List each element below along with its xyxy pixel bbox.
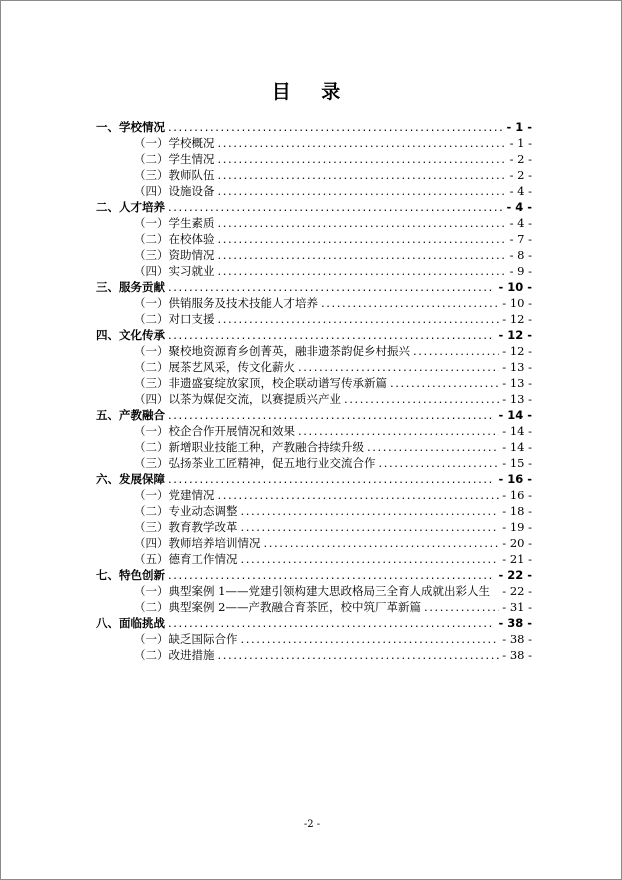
toc-subsection-entry[interactable] bbox=[96, 631, 536, 647]
toc-subsection-entry[interactable] bbox=[96, 535, 536, 551]
toc-section-entry[interactable] bbox=[96, 471, 536, 487]
toc-entry-label: （三）弘扬茶业工匠精神，促五地行业交流合作 bbox=[134, 456, 376, 470]
toc-page-number: - 2 - bbox=[509, 168, 532, 182]
toc-entry-label: 八、面临挑战 bbox=[96, 616, 165, 630]
toc-entry-label: （四）教师培养培训情况 bbox=[134, 536, 261, 550]
toc-page-number: - 22 - bbox=[502, 584, 532, 598]
toc-subsection-entry[interactable] bbox=[96, 647, 536, 663]
toc-entry-label: （二）在校体验 bbox=[134, 232, 215, 246]
toc-entry-label: 二、人才培养 bbox=[96, 200, 165, 214]
toc-page-number: - 22 - bbox=[498, 568, 532, 582]
toc-section-entry[interactable] bbox=[96, 567, 536, 583]
toc-entry-label: 五、产教融合 bbox=[96, 408, 165, 422]
toc-entry-label: （二）典型案例 2——产教融合育茶匠，校中筑厂革新篇 bbox=[134, 600, 421, 614]
toc-leader-dots bbox=[367, 439, 499, 455]
toc-page-number: - 13 - bbox=[502, 392, 532, 406]
toc-subsection-entry[interactable] bbox=[96, 439, 536, 455]
toc-subsection-entry[interactable] bbox=[96, 295, 536, 311]
toc-subsection-entry[interactable] bbox=[96, 263, 536, 279]
toc-subsection-entry[interactable] bbox=[96, 391, 536, 407]
toc-section-entry[interactable] bbox=[96, 407, 536, 423]
toc-page-number: - 2 - bbox=[509, 152, 532, 166]
toc-leader-dots bbox=[218, 135, 507, 151]
toc-section-entry[interactable] bbox=[96, 615, 536, 631]
page-number-footer: -2 - bbox=[303, 819, 321, 830]
toc-leader-dots bbox=[241, 551, 500, 567]
toc-subsection-entry[interactable] bbox=[96, 311, 536, 327]
toc-leader-dots bbox=[218, 487, 500, 503]
toc-page-number: - 4 - bbox=[509, 184, 532, 198]
toc-leader-dots bbox=[168, 279, 495, 295]
toc-subsection-entry[interactable] bbox=[96, 423, 536, 439]
toc-page-number: - 4 - bbox=[506, 200, 532, 214]
toc-subsection-entry[interactable] bbox=[96, 455, 536, 471]
toc-entry-label: （一）供销服务及技术技能人才培养 bbox=[134, 296, 318, 310]
toc-page-number: - 38 - bbox=[498, 616, 532, 630]
toc-subsection-entry[interactable] bbox=[96, 551, 536, 567]
toc-subsection-entry[interactable] bbox=[96, 583, 536, 599]
toc-entry-label: （二）新增职业技能工种，产教融合持续升级 bbox=[134, 440, 364, 454]
toc-leader-dots bbox=[264, 535, 500, 551]
toc-page-number: - 1 - bbox=[506, 120, 532, 134]
toc-leader-dots bbox=[298, 423, 499, 439]
toc-entry-label: （三）教育教学改革 bbox=[134, 520, 238, 534]
toc-leader-dots bbox=[218, 183, 507, 199]
toc-page-number: - 13 - bbox=[502, 376, 532, 390]
toc-page-number: - 1 - bbox=[509, 136, 532, 150]
toc-leader-dots bbox=[168, 567, 495, 583]
toc-entry-label: 七、特色创新 bbox=[96, 568, 165, 582]
toc-leader-dots bbox=[218, 167, 507, 183]
toc-page-number: - 15 - bbox=[502, 456, 532, 470]
toc-page-number: - 16 - bbox=[502, 488, 532, 502]
toc-subsection-entry[interactable] bbox=[96, 343, 536, 359]
toc-page-number: - 19 - bbox=[502, 520, 532, 534]
toc-section-entry[interactable] bbox=[96, 119, 536, 135]
toc-leader-dots bbox=[218, 231, 507, 247]
toc-leader-dots bbox=[218, 647, 500, 663]
toc-page-number: - 12 - bbox=[498, 328, 532, 342]
toc-entry-label: （三）教师队伍 bbox=[134, 168, 215, 182]
toc-page-number: - 7 - bbox=[509, 232, 532, 246]
toc-leader-dots bbox=[379, 455, 500, 471]
toc-leader-dots bbox=[218, 311, 500, 327]
toc-subsection-entry[interactable] bbox=[96, 487, 536, 503]
toc-page-number: - 10 - bbox=[502, 296, 532, 310]
toc-page-number: - 9 - bbox=[509, 264, 532, 278]
toc-subsection-entry[interactable] bbox=[96, 215, 536, 231]
toc-entry-label: （一）典型案例 1——党建引领构建大思政格局三全育人成就出彩人生 bbox=[134, 584, 490, 598]
toc-leader-dots bbox=[218, 247, 507, 263]
toc-leader-dots bbox=[168, 615, 495, 631]
toc-leader-dots bbox=[298, 359, 499, 375]
toc-leader-dots bbox=[241, 503, 500, 519]
toc-leader-dots bbox=[168, 199, 503, 215]
toc-entry-label: （二）展茶艺风采，传文化薪火 bbox=[134, 360, 295, 374]
toc-subsection-entry[interactable] bbox=[96, 231, 536, 247]
toc-entry-label: （二）对口支援 bbox=[134, 312, 215, 326]
toc-entry-label: （一）学生素质 bbox=[134, 216, 215, 230]
toc-entry-label: （四）设施设备 bbox=[134, 184, 215, 198]
toc-leader-dots bbox=[344, 391, 499, 407]
toc-subsection-entry[interactable] bbox=[96, 151, 536, 167]
toc-leader-dots bbox=[241, 631, 500, 647]
toc-leader-dots bbox=[241, 519, 500, 535]
toc-page-number: - 12 - bbox=[502, 312, 532, 326]
toc-subsection-entry[interactable] bbox=[96, 183, 536, 199]
toc-leader-dots bbox=[413, 343, 499, 359]
toc-page-number: - 4 - bbox=[509, 216, 532, 230]
toc-entry-label: （一）党建情况 bbox=[134, 488, 215, 502]
toc-leader-dots bbox=[168, 471, 495, 487]
toc-entry-label: （一）缺乏国际合作 bbox=[134, 632, 238, 646]
toc-page-number: - 12 - bbox=[502, 344, 532, 358]
toc-subsection-entry[interactable] bbox=[96, 599, 536, 615]
toc-subsection-entry[interactable] bbox=[96, 503, 536, 519]
toc-entry-label: （一）校企合作开展情况和效果 bbox=[134, 424, 295, 438]
toc-page-number: - 8 - bbox=[509, 248, 532, 262]
toc-page-number: - 21 - bbox=[502, 552, 532, 566]
toc-subsection-entry[interactable] bbox=[96, 359, 536, 375]
toc-section-entry[interactable] bbox=[96, 327, 536, 343]
toc-page-number: - 38 - bbox=[502, 648, 532, 662]
toc-entry-label: 一、学校情况 bbox=[96, 120, 165, 134]
toc-entry-label: 三、服务贡献 bbox=[96, 280, 165, 294]
toc-section-entry[interactable] bbox=[96, 199, 536, 215]
toc-page-number: - 38 - bbox=[502, 632, 532, 646]
toc-entry-label: （五）德育工作情况 bbox=[134, 552, 238, 566]
toc-page-number: - 31 - bbox=[502, 600, 532, 614]
toc-subsection-entry[interactable] bbox=[96, 247, 536, 263]
toc-leader-dots bbox=[168, 407, 495, 423]
toc-page-number: - 20 - bbox=[502, 536, 532, 550]
toc-leader-dots bbox=[168, 119, 503, 135]
toc-page-number: - 14 - bbox=[498, 408, 532, 422]
toc-page-number: - 14 - bbox=[502, 424, 532, 438]
toc-entry-label: （四）实习就业 bbox=[134, 264, 215, 278]
toc-entry-label: （二）专业动态调整 bbox=[134, 504, 238, 518]
page-title: 目 录 bbox=[271, 81, 353, 103]
toc-leader-dots bbox=[321, 295, 499, 311]
toc-page-number: - 13 - bbox=[502, 360, 532, 374]
toc-leader-dots bbox=[424, 599, 499, 615]
toc-section-entry[interactable] bbox=[96, 279, 536, 295]
toc-page-number: - 18 - bbox=[502, 504, 532, 518]
toc-leader-dots bbox=[390, 375, 499, 391]
toc-entry-label: （四）以茶为媒促交流，以赛提质兴产业 bbox=[134, 392, 341, 406]
toc-leader-dots bbox=[218, 263, 507, 279]
toc-entry-label: 六、发展保障 bbox=[96, 472, 165, 486]
toc-subsection-entry[interactable] bbox=[96, 167, 536, 183]
toc-subsection-entry[interactable] bbox=[96, 519, 536, 535]
toc-entry-label: （二）学生情况 bbox=[134, 152, 215, 166]
toc-leader-dots bbox=[168, 327, 495, 343]
toc-page-number: - 14 - bbox=[502, 440, 532, 454]
table-of-contents bbox=[96, 119, 536, 663]
toc-entry-label: 四、文化传承 bbox=[96, 328, 165, 342]
toc-entry-label: （一）学校概况 bbox=[134, 136, 215, 150]
toc-subsection-entry[interactable] bbox=[96, 135, 536, 151]
toc-leader-dots bbox=[218, 151, 507, 167]
toc-page-number: - 10 - bbox=[498, 280, 532, 294]
toc-entry-label: （一）聚校地资源育乡创菁英，融非遗茶韵促乡村振兴 bbox=[134, 344, 410, 358]
toc-entry-label: （三）非遗盛宴绽放家顶，校企联动谱写传承新篇 bbox=[134, 376, 387, 390]
toc-leader-dots bbox=[218, 215, 507, 231]
toc-page-number: - 16 - bbox=[498, 472, 532, 486]
toc-entry-label: （三）资助情况 bbox=[134, 248, 215, 262]
toc-entry-label: （二）改进措施 bbox=[134, 648, 215, 662]
toc-subsection-entry[interactable] bbox=[96, 375, 536, 391]
